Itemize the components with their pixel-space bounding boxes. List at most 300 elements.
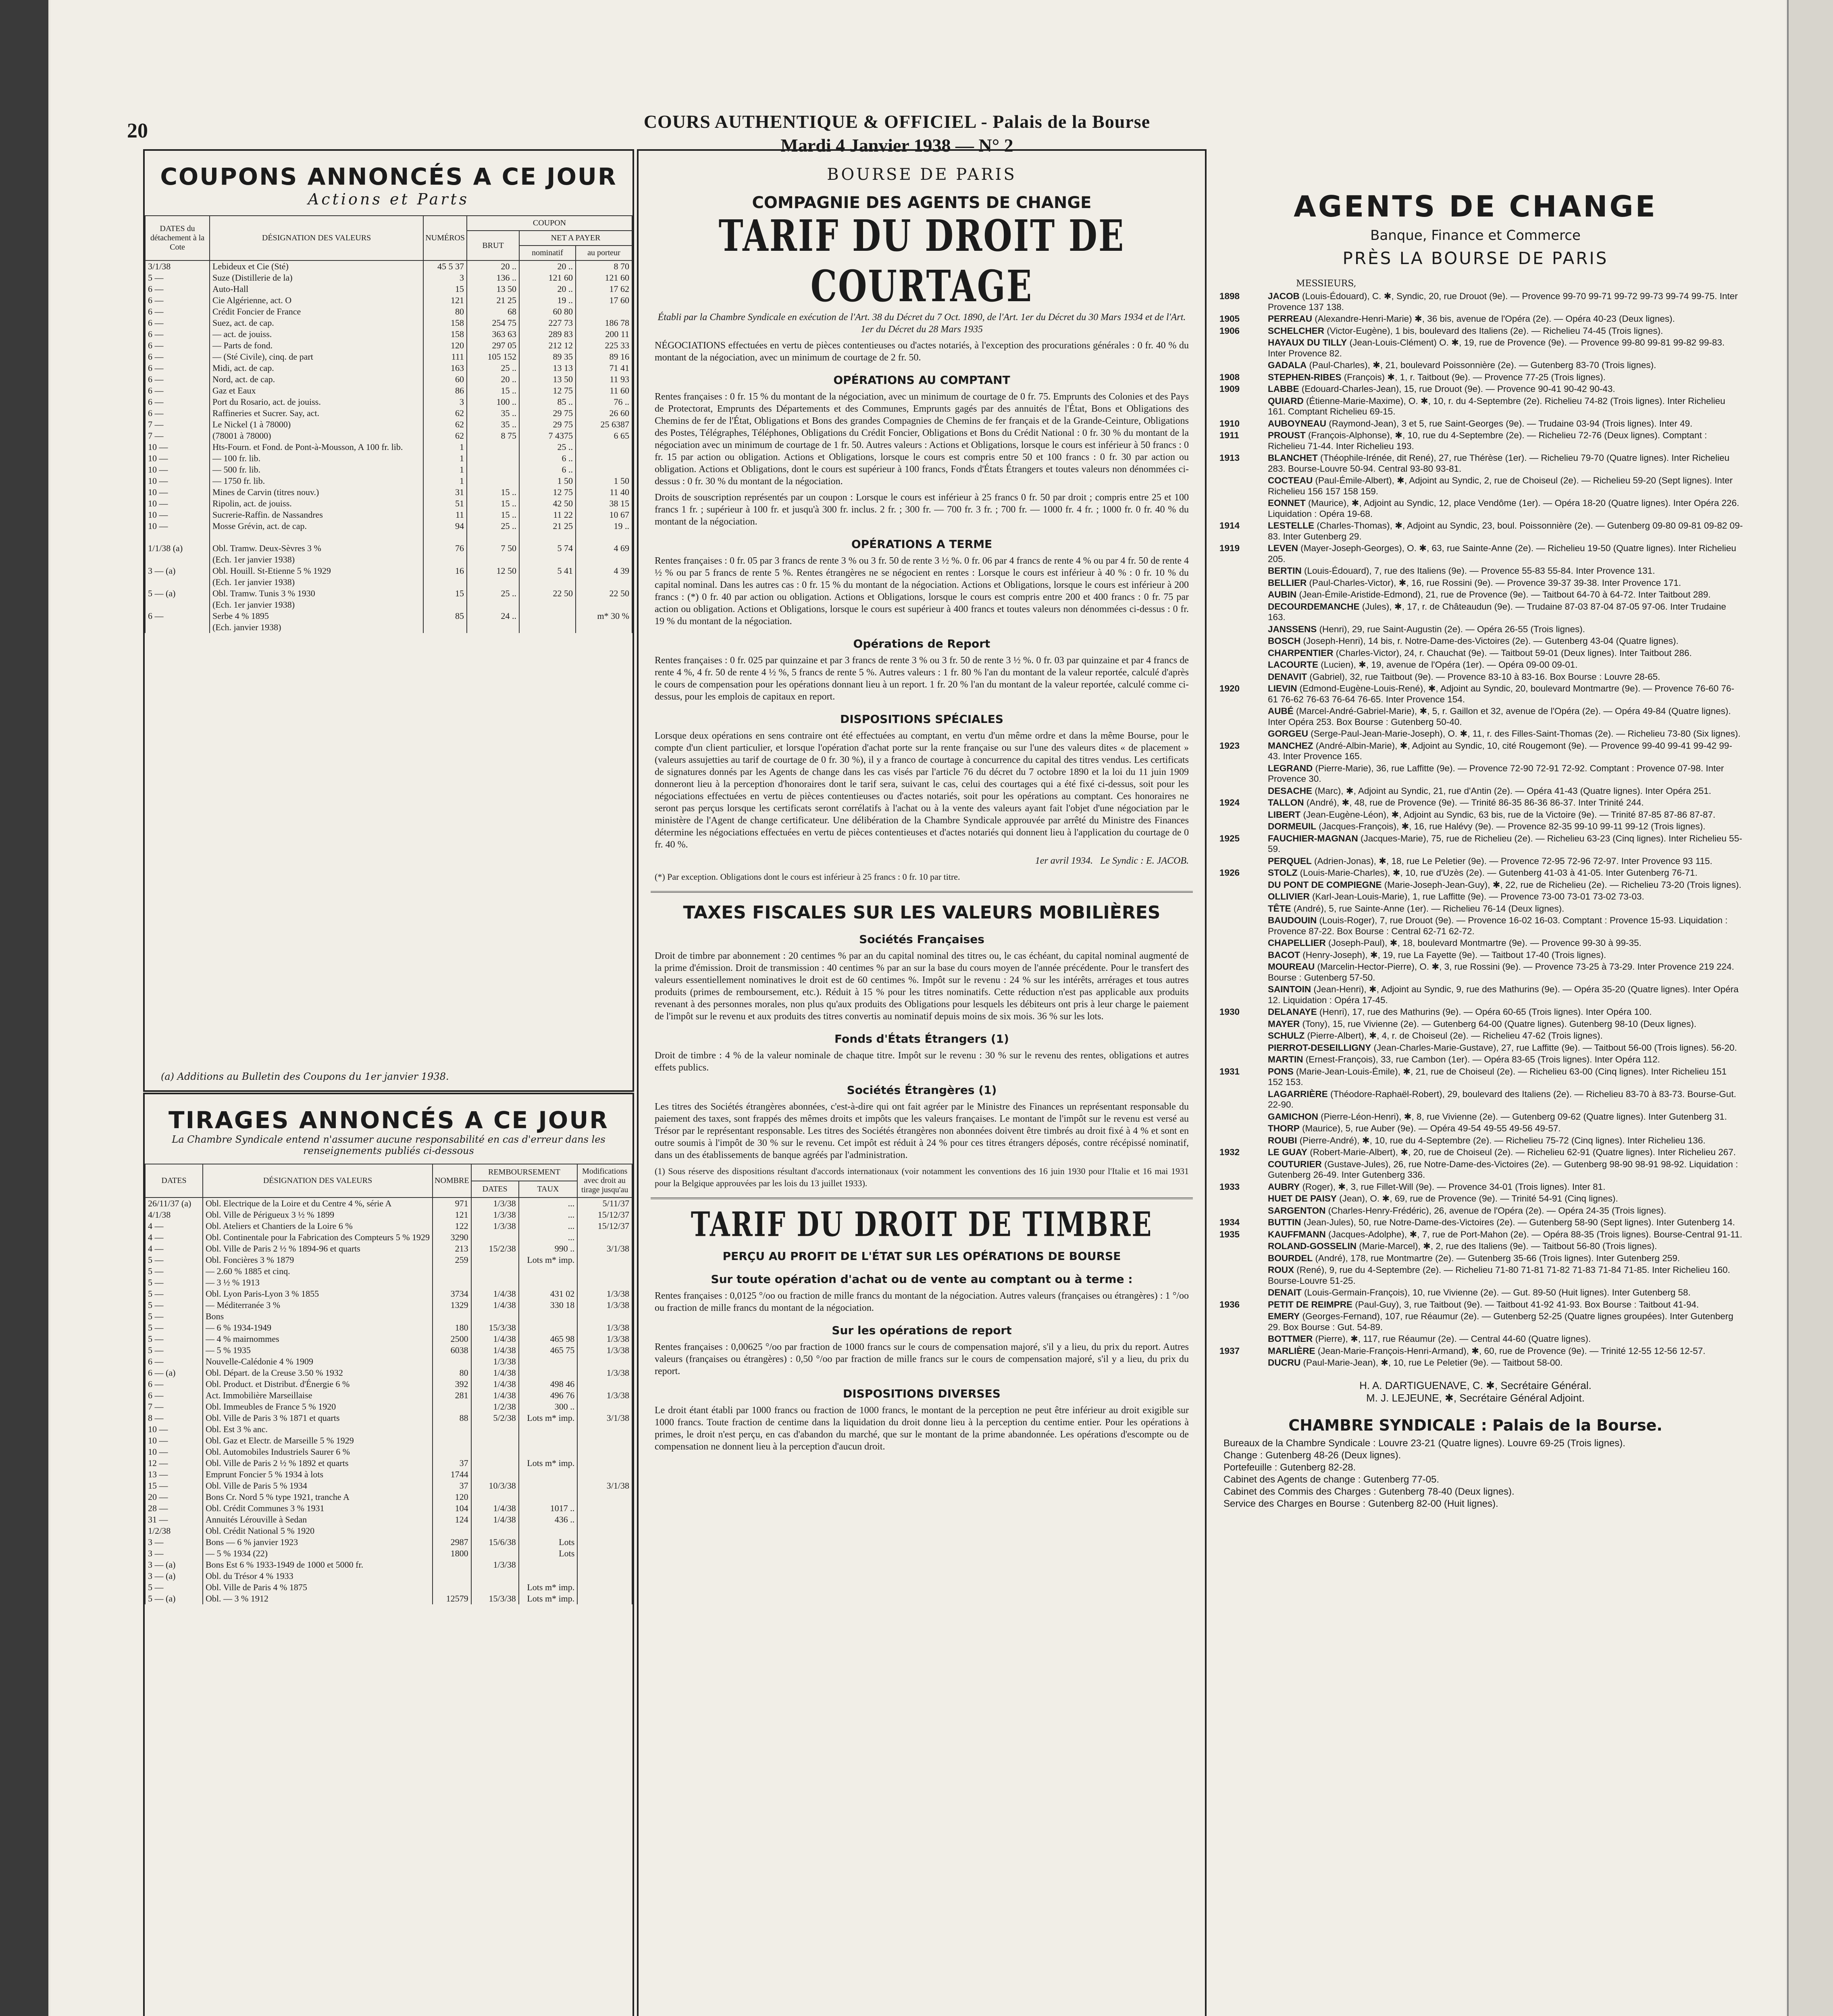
etats-etrangers-text: Droit de timbre : 4 % de la valeur nominale de chaque titre. Impôt sur le revenu : 30 % sur le revenu des rentes, obligations et autres effets publics. [655,1050,1189,1073]
table-cell: 35 .. [467,419,519,430]
agent-details: (Henri), 17, rue des Mathurins (9e). — Opéra 60-65 (Trois lignes). Inter Opéra 100. [1319,1007,1652,1017]
table-cell: Lebideux et Cie (Sté) [210,260,423,272]
agent-name: DENAIT [1268,1287,1302,1297]
etats-etrangers-heading: Fonds d'États Étrangers (1) [834,1032,1009,1045]
table-cell [471,1254,519,1266]
table-cell [577,1379,632,1390]
table-row [145,408,632,419]
agent-year: 1930 [1219,1007,1240,1017]
table-cell: Obl. Ville de Paris 5 % 1934 [203,1480,433,1491]
tirages-title: TIRAGES ANNONCÉS A CE JOUR [169,1106,609,1134]
col-header-numeros: NUMÉROS [423,216,467,260]
agent-name: MAYER [1268,1018,1300,1029]
agent-details: (Marie-Jean-Louis-Émile), ✱, 21, rue de Choiseul (2e). — Richelieu 63-00 (Cinq lignes). Inter Richelieu 151 152 153. [1268,1066,1727,1087]
table-cell [467,464,519,475]
table-cell: 3 — (a) [145,1570,203,1582]
agents-list [1207,291,1744,1368]
col-header-designation: DÉSIGNATION DES VALEURS [210,216,423,260]
table-cell: Obl. Houill. St-Etienne 5 % 1929 [210,565,423,577]
table-cell: — 4 % mairnommes [203,1333,433,1345]
table-cell: Port du Rosario, act. de jouiss. [210,396,423,408]
agent-details: (Joseph-Henri), 14 bis, r. Notre-Dame-des-Victoires (2e). — Gutenberg 43-04 (Quatre lignes). [1303,636,1679,646]
agent-name: PERREAU [1268,314,1313,324]
table-cell: 19 .. [519,295,576,306]
table-row [145,610,632,622]
table-row [145,1243,632,1254]
table-cell: 158 [423,329,467,340]
diverses-heading: DISPOSITIONS DIVERSES [843,1387,1001,1400]
agent-name: LESTELLE [1268,521,1315,531]
chambre-line: Bureaux de la Chambre Syndicale : Louvre 23-21 (Quatre lignes). Louvre 69-25 (Trois lignes). [1223,1437,1625,1449]
table-row [145,351,632,362]
table-cell [577,1401,632,1412]
agent-entry [1207,1066,1744,1088]
agent-name: LIEVIN [1268,683,1297,694]
agent-entry [1207,1217,1744,1228]
table-cell: 363 63 [467,329,519,340]
tarifs-section [637,149,1207,2016]
table-cell: 31 [423,487,467,498]
agent-name: AUBÉ [1268,706,1294,716]
table-cell: 163 [423,362,467,374]
agent-name: PROUST [1268,430,1306,440]
agent-name: LAGARRIÈRE [1268,1089,1328,1099]
table-row [145,475,632,487]
table-cell: Obl. Crédit National 5 % 1920 [203,1525,433,1537]
table-cell: Obl. — 3 % 1912 [203,1593,433,1604]
table-cell [467,599,519,610]
table-row [145,498,632,509]
agent-entry [1207,1253,1744,1264]
agent-entry [1207,729,1744,739]
table-row [145,329,632,340]
table-cell [576,442,632,453]
agent-entry [1207,1265,1744,1286]
droits-text: Droits de souscription représentés par un coupon : Lorsque le cours est inférieur à 25 francs 0 fr. 50 par droit ; compris entre 25 et 100 francs 1 fr. ; supérieur à 100 fr. et jusqu'à 300 fr. inclus. 2 fr. ; 300 fr. — 700 fr. 3 fr. ; 700 fr. — 1000 fr. 4 fr. ; 1000 fr. 0 fr. 40 % du montant de la négociation. [655,492,1189,527]
agent-details: (Georges-Fernand), 107, rue Réaumur (2e). — Gutenberg 52-25 (Quatre lignes groupées). Inter Gutenberg 29. Box Bourse : Gut. 54-89. [1268,1311,1733,1332]
table-cell: 13 50 [467,283,519,295]
table-cell: 5 — [145,1300,203,1311]
table-cell: 25 .. [467,362,519,374]
table-cell: 68 [467,306,519,317]
table-cell: Mines de Carvin (titres nouv.) [210,487,423,498]
table-cell [471,1311,519,1322]
table-cell: 254 75 [467,317,519,329]
agent-details: (Marc), ✱, Adjoint au Syndic, 21, rue d'Antin (2e). — Opéra 41-43 (Quatre lignes). Inter Opéra 251. [1315,785,1711,796]
table-cell: 10 — [145,1435,203,1446]
table-cell [433,1525,471,1537]
table-cell: 15/12/37 [577,1209,632,1220]
agent-entry [1207,880,1744,891]
scan-left-edge [0,0,48,2016]
table-cell: 20 .. [519,283,576,295]
table-cell: 13 50 [519,374,576,385]
tarif-intro: Établi par la Chambre Syndicale en exécution de l'Art. 38 du Décret du 7 Oct. 1890, de l'Art. 1er du Décret du 30 Mars 1934 et de l'Art. 1er du Décret du 28 Mars 1935 [657,312,1186,335]
table-cell: 1/4/38 [471,1345,519,1356]
agent-name: LACOURTE [1268,660,1318,670]
table-cell: 6038 [433,1345,471,1356]
table-row [145,622,632,633]
coupons-section [143,149,634,1092]
agent-details: (André-Albin-Marie), ✱, Adjoint au Syndic, 10, cité Rougemont (9e). — Provence 99-40 99-41 99-42 99-43. Inter Provence 165. [1268,740,1732,761]
table-cell: 15/12/37 [577,1220,632,1232]
table-row [145,306,632,317]
table-cell: Obl. Tramw. Deux-Sèvres 3 % [210,543,423,554]
agent-details: (Jacques-Marie), 75, rue de Richelieu (2e). — Richelieu 63-23 (Cinq lignes). Inter Richelieu 55-59. [1268,833,1742,854]
table-cell: 5 — [145,1311,203,1322]
table-cell [423,622,467,633]
agent-year: 1926 [1219,868,1240,878]
agent-entry [1207,1043,1744,1054]
agent-details: (Raymond-Jean), 3 et 5, rue Saint-Georges (9e). — Trudaine 03-94 (Trois lignes). Inter 49. [1329,418,1693,429]
table-cell: 4 39 [576,565,632,577]
agent-details: (Jean-Louis-Clément) O. ✱, 19, rue de Provence (9e). — Provence 99-80 99-81 99-82 99-83. Inter Provence 82. [1268,337,1725,358]
page-number: 20 [127,119,148,142]
table-cell: 6 — [145,374,210,385]
agent-details: (Paul-Marie-Jean), ✱, 10, rue Le Peletier (9e). — Taitbout 58-00. [1303,1358,1563,1368]
table-row [145,1288,632,1300]
coupons-title: COUPONS ANNONCÉS A CE JOUR [160,163,617,190]
table-cell: 5 — [145,1277,203,1288]
table-cell: 6 — [145,351,210,362]
table-row [145,1311,632,1322]
table-cell [576,453,632,464]
agent-entry [1207,396,1744,417]
table-cell: 60 [423,374,467,385]
table-cell: 213 [433,1243,471,1254]
table-cell: 80 [423,306,467,317]
agent-year: 1908 [1219,372,1240,382]
table-cell: 10 — [145,475,210,487]
table-cell: 12 — [145,1458,203,1469]
timbre-subtitle: PERÇU AU PROFIT DE L'ÉTAT SUR LES OPÉRATIONS DE BOURSE [722,1250,1121,1263]
terme-text: Rentes françaises : 0 fr. 05 par 3 francs de rente 3 % ou 3 fr. 50 de rente 3 ½ %. 0 fr. 06 par 4 francs de rente 4 % ou par 4 fr. 50 de rente 4 ½ % ou par 5 francs de rente 5 %. Rentes étrangères ne se négocient en rentes : Lorsque le cours est inférieur à 40 % : 0 fr. 10 % du capital nominal. Dans les autres cas : 0 fr. 15 % du montant de la négociation. Actions et Obligations, lorsque le cours est inférieur à 200 francs : (*) 0 fr. 40 par action ou obligation. Actions et Obligations, lorsque le cours est compris entre 200 et 400 francs : 0 fr. 75 par action ou obligation. Actions et Obligations, lorsque le cours est supérieur à 400 francs et toutes valeurs non dénommées ci-dessus : 0 fr. 19 % du montant de la négociation. [655,556,1189,627]
table-row [145,1570,632,1582]
table-cell: Obl. Ville de Périgueux 3 ½ % 1899 [203,1209,433,1220]
agent-details: (Théodore-Raphaël-Robert), 29, boulevard des Italiens (2e). — Richelieu 83-70 à 83-73. Bourse-Gut. 22-90. [1268,1089,1736,1110]
table-cell: 25 .. [467,588,519,599]
agent-name: MARTIN [1268,1054,1303,1064]
table-cell: 5 74 [519,543,576,554]
table-cell: 297 05 [467,340,519,351]
table-cell: 80 [433,1367,471,1379]
table-row [145,1480,632,1491]
table-cell: 11 40 [576,487,632,498]
agent-name: MARLIÈRE [1268,1345,1315,1356]
table-cell [433,1356,471,1367]
table-cell: Act. Immobilière Marseillaise [203,1390,433,1401]
agent-entry [1207,904,1744,914]
table-cell: 24 .. [467,610,519,622]
agent-details: (Pierre-Léon-Henri), ✱, 8, rue Vivienne (2e). — Gutenberg 09-62 (Quatre lignes). Inter Gutenberg 31. [1321,1111,1727,1122]
agent-details: (Louis-Roger), 7, rue Drouot (9e). — Provence 16-02 16-03. Comptant : Provence 15-93. Liquidation : Provence 87-22. Box Bourse : Central 62-71 62-72. [1268,915,1728,936]
table-row [145,1525,632,1537]
table-row [145,1435,632,1446]
agent-entry [1207,763,1744,785]
tirages-rows [145,1198,632,1604]
agent-year: 1935 [1219,1229,1240,1239]
table-cell: 1/2/38 [145,1525,203,1537]
agent-details: (Maurice), 5, rue Auber (9e). — Opéra 49-54 49-55 49-56 49-57. [1302,1123,1561,1133]
table-cell: 1/3/38 [577,1333,632,1345]
table-cell: 1/3/38 [577,1288,632,1300]
speciales-heading: DISPOSITIONS SPÉCIALES [840,712,1003,726]
table-cell: Bons Cr. Nord 5 % type 1921, tranche A [203,1491,433,1503]
agent-details: (Charles-Henry-Frédéric), 26, avenue de l'Opéra (2e). — Opéra 24-35 (Trois lignes). [1328,1205,1667,1216]
agent-name: SCHULZ [1268,1031,1305,1041]
societes-etrangeres-heading: Sociétés Étrangères (1) [847,1083,997,1097]
table-cell: 20 .. [519,260,576,272]
table-cell: Obl. Départ. de la Creuse 3.50 % 1932 [203,1367,433,1379]
agent-name: DELANAYE [1268,1007,1317,1017]
divider [651,1198,1193,1199]
table-cell [576,554,632,565]
table-cell: 21 25 [519,521,576,532]
table-cell: — 100 fr. lib. [210,453,423,464]
table-cell: 5 — [145,1333,203,1345]
agent-details: (Edouard-Charles-Jean), 15, rue Drouot (9e). — Provence 90-41 90-42 90-43. [1301,384,1615,394]
table-cell [519,1356,578,1367]
table-cell [145,599,210,610]
table-cell [433,1559,471,1570]
agent-details: (Étienne-Marie-Maxime), O. ✱, 10, r. du 4-Septembre (2e). Richelieu 74-82 (Trois lignes). Inter Richelieu 161. Comptant Richelieu 69-15. [1268,396,1725,417]
table-cell: 26 60 [576,408,632,419]
table-cell: 7 — [145,430,210,442]
table-cell: 29 75 [519,419,576,430]
agent-details: (Pierre-Marie), 36, rue Laffitte (9e). — Provence 72-90 72-91 72-92. Comptant : Provence 07-98. Inter Provence 30. [1268,763,1724,784]
table-row [145,1458,632,1469]
agent-entry [1207,566,1744,577]
agent-details: (Pierre-André), ✱, 10, rue du 4-Septembre (2e). — Richelieu 75-72 (Cinq lignes). Inter Richelieu 136. [1299,1135,1706,1145]
agent-entry [1207,1346,1744,1357]
agent-year: 1905 [1219,314,1240,324]
table-cell: 10 67 [576,509,632,521]
table-row [145,554,632,565]
table-cell: 122 [433,1220,471,1232]
table-cell [519,610,576,622]
table-cell: 1/4/38 [471,1514,519,1525]
agent-name: DENAVIT [1268,671,1307,682]
table-row [145,442,632,453]
table-cell [471,1582,519,1593]
table-cell: 51 [423,498,467,509]
table-cell: m* 30 % [576,610,632,622]
table-row [145,599,632,610]
agent-entry [1207,821,1744,832]
agent-entry [1207,337,1744,359]
agent-entry [1207,372,1744,383]
agent-details: (Jean-Émile-Aristide-Edmond), 21, rue de Provence (9e). — Taitbout 64-70 à 64-72. Inter Taitbout 289. [1299,589,1711,600]
agent-details: (Jacques-Adolphe), ✱, 7, rue de Port-Mahon (2e). — Opéra 88-35 (Trois lignes). Bourse-Central 91-11. [1328,1229,1742,1239]
table-cell: 6 — [145,317,210,329]
table-cell: 1/1/38 (a) [145,543,210,554]
agent-year: 1911 [1219,430,1239,440]
table-cell: Lots m* imp. [519,1254,578,1266]
agent-name: MANCHEZ [1268,740,1313,751]
agent-entry [1207,589,1744,600]
agent-name: BOURDEL [1268,1253,1313,1263]
table-row [145,1300,632,1311]
table-cell: Obl. Crédit Communes 3 % 1931 [203,1503,433,1514]
table-cell [471,1424,519,1435]
agent-name: JANSSENS [1268,624,1317,634]
agent-entry [1207,962,1744,983]
table-cell [423,577,467,588]
coupons-rows [145,260,632,633]
table-row [145,1356,632,1367]
agent-entry [1207,786,1744,797]
table-cell: 15/3/38 [471,1322,519,1333]
table-cell: (Ech. 1er janvier 1938) [210,577,423,588]
tirages-table [145,1164,632,1604]
table-cell: 6 — [145,1356,203,1367]
table-cell: 436 .. [519,1514,578,1525]
agent-details: (Serge-Paul-Jean-Marie-Joseph), O. ✱, 11, r. des Filles-Saint-Thomas (2e). — Richelieu 73-80 (Six lignes). [1311,729,1741,739]
table-cell: 10 — [145,453,210,464]
agent-name: BELLIER [1268,577,1307,588]
agent-entry [1207,1019,1744,1030]
agent-entry [1207,1334,1744,1345]
messieurs-label: MESSIEURS, [1296,279,1357,289]
table-cell [577,1514,632,1525]
agent-entry [1207,1241,1744,1252]
table-cell: 1800 [433,1548,471,1559]
table-cell: 6 — [145,295,210,306]
table-cell: 11 22 [519,509,576,521]
agent-name: LIBERT [1268,809,1301,820]
report-text: Rentes françaises : 0 fr. 025 par quinzaine et par 3 francs de rente 3 % ou 3 fr. 50 de rente 3 ½ %. 0 fr. 03 par quinzaine et par 4 francs de rente 4 %, 4 fr. 50 de rente 4 ½ %, 5 francs de rente 5 %. Autres valeurs : 1 fr. 80 % l'an du montant de la valeur reportée, calculé d'après le cours de compensation pour les opérations donnant lieu à un report. 1 fr. 20 % l'an du montant de la valeur reportée, calculé comme ci-dessus, pour les emplois de capitaux en report. [655,655,1189,702]
header-title: COURS AUTHENTIQUE & OFFICIEL - Palais de la Bourse [643,111,1151,132]
table-cell [519,1277,578,1288]
table-cell: 28 — [145,1503,203,1514]
table-cell: 5/2/38 [471,1412,519,1424]
agent-details: (Ernest-François), 33, rue Cambon (1er). — Opéra 83-65 (Trois lignes). Inter Opéra 112. [1305,1054,1660,1064]
table-cell: 1/3/38 [577,1390,632,1401]
table-cell: 12 50 [467,565,519,577]
table-cell: Lots [519,1548,578,1559]
agent-name: BACOT [1268,950,1300,960]
agent-details: (André), 5, rue Sainte-Anne (1er). — Richelieu 76-14 (Deux lignes). [1293,903,1565,914]
table-cell: 5 — [145,1288,203,1300]
agent-entry [1207,683,1744,705]
table-cell: 111 [423,351,467,362]
table-cell: 104 [433,1503,471,1514]
table-row [145,1503,632,1514]
table-cell: 4 69 [576,543,632,554]
agent-entry [1207,1358,1744,1368]
table-cell: 15 .. [467,498,519,509]
table-cell: 1 [423,464,467,475]
table-cell: — 1750 fr. lib. [210,475,423,487]
agent-name: COUTURIER [1268,1159,1322,1169]
agent-name: TALLON [1268,798,1304,808]
col-header-porteur: au porteur [576,246,632,260]
table-cell: 15/6/38 [471,1537,519,1548]
table-cell: 5/11/37 [577,1198,632,1209]
agent-details: (Louis-Marie-Charles), ✱, 10, rue d'Uzès (2e). — Gutenberg 41-03 à 41-05. Inter Gutenberg 76-71. [1300,868,1698,878]
table-cell: 120 [423,340,467,351]
table-cell: Gaz et Eaux [210,385,423,396]
agent-details: (André), ✱, 48, rue de Provence (9e). — Trinité 86-35 86-36 86-37. Inter Trinité 244. [1306,798,1644,808]
table-cell: (Ech. 1er janvier 1938) [210,599,423,610]
agent-entry [1207,1123,1744,1134]
table-cell: 8 — [145,1412,203,1424]
table-cell: 1744 [433,1469,471,1480]
table-row [145,1548,632,1559]
agent-name: GORGEU [1268,729,1309,739]
table-cell: 45 5 37 [423,260,467,272]
agents-subtitle2: PRÈS LA BOURSE DE PARIS [1342,248,1608,268]
table-cell: 6 — [145,306,210,317]
table-cell: 16 [423,565,467,577]
table-cell: Le Nickel (1 à 78000) [210,419,423,430]
agent-year: 1936 [1219,1299,1240,1310]
agent-details: (Jean-Marie-François-Henri-Armand), ✱, 60, rue de Provence (9e). — Trinité 12-55 12-56 12-57. [1317,1345,1706,1356]
table-cell: ... [519,1198,578,1209]
table-cell: 12579 [433,1593,471,1604]
agent-name: BOTTMER [1268,1334,1313,1344]
table-cell [519,554,576,565]
table-cell [471,1491,519,1503]
agent-entry [1207,475,1744,497]
table-cell: 13 — [145,1469,203,1480]
agent-name: DECOURDEMANCHE [1268,601,1360,612]
table-cell [519,1525,578,1537]
table-cell: 3 — [145,1548,203,1559]
agent-entry [1207,1112,1744,1123]
table-cell: Obl. Product. et Distribut. d'Énergie 6 % [203,1379,433,1390]
table-row [145,453,632,464]
table-cell: 6 — [145,610,210,622]
table-cell: 1/3/38 [577,1367,632,1379]
table-cell [433,1570,471,1582]
table-cell: Obl. Ateliers et Chantiers de la Loire 6 % [203,1220,433,1232]
table-cell: Obl. Est 3 % anc. [203,1424,433,1435]
table-row [145,1209,632,1220]
agent-entry [1207,741,1744,762]
table-cell: 15/2/38 [471,1243,519,1254]
table-cell: 31 — [145,1514,203,1525]
agent-year: 1932 [1219,1147,1240,1157]
table-cell: 1/3/38 [471,1356,519,1367]
table-cell: 465 75 [519,1345,578,1356]
table-cell: — 6 % 1934-1949 [203,1322,433,1333]
table-cell: Obl. Electrique de la Loire et du Centre 4 %, série A [203,1198,433,1209]
agent-name: BLANCHET [1268,453,1318,463]
agent-year: 1925 [1219,833,1240,843]
agent-entry [1207,856,1744,867]
agent-entry [1207,798,1744,808]
table-cell: Obl. Ville de Paris 4 % 1875 [203,1582,433,1593]
agent-name: HAYAUX DU TILLY [1268,337,1347,348]
agent-name: AUBRY [1268,1181,1300,1192]
agent-year: 1909 [1219,384,1240,394]
agent-name: PETIT DE REIMPRE [1268,1299,1353,1310]
agent-year: 1937 [1219,1345,1240,1356]
chambre-title: CHAMBRE SYNDICALE : Palais de la Bourse. [1288,1416,1662,1434]
report-heading: Opérations de Report [853,637,990,650]
table-cell: Obl. Gaz et Electr. de Marseille 5 % 1929 [203,1435,433,1446]
table-cell: Obl. Foncières 3 % 1879 [203,1254,433,1266]
table-cell [471,1469,519,1480]
table-cell: Ripolin, act. de jouiss. [210,498,423,509]
table-cell [433,1424,471,1435]
agent-name: DESACHE [1268,785,1313,796]
agent-entry [1207,326,1744,337]
table-cell: 12 75 [519,487,576,498]
agent-entry [1207,624,1744,635]
agent-name: DUCRU [1268,1358,1301,1368]
